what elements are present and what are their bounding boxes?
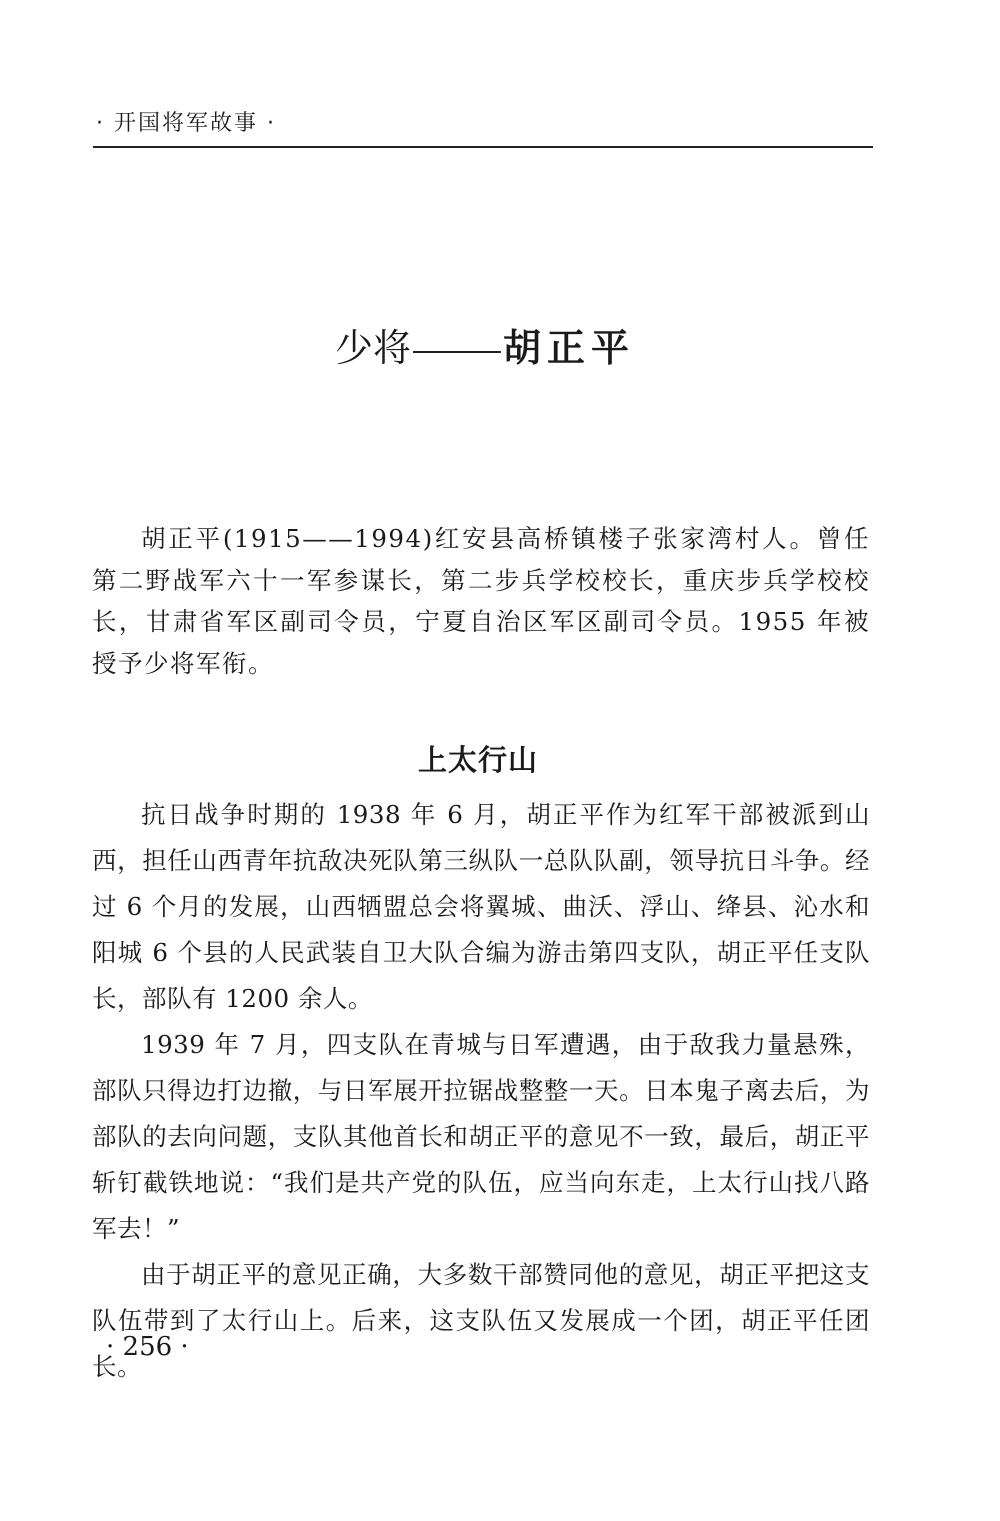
section-heading: 上太行山 bbox=[417, 743, 538, 777]
page-number: · 256 · bbox=[106, 1332, 189, 1362]
chapter-title bbox=[0, 318, 1000, 378]
section-body bbox=[92, 792, 870, 1390]
chapter-title-name: 胡正平 bbox=[503, 326, 636, 370]
body-paragraph: 抗日战争时期的 1938 年 6 月，胡正平作为红军干部被派到山西，担任山西青年抗敌决死队第三纵队一总队队副，领导抗日斗争。经过 6 个月的发展，山西牺盟总会将翼城、曲沃、浮山、绛县、沁水和阳城 6 个县的人民武装自卫大队合编为游击第四支队，胡正平任支队长，部队有 1200 余人。 bbox=[92, 800, 870, 1013]
header-rule bbox=[93, 146, 873, 148]
title-dash bbox=[413, 351, 501, 353]
biography-paragraph: 胡正平(1915——1994)红安县高桥镇楼子张家湾村人。曾任第二野战军六十一军参谋长，第二步兵学校校长，重庆步兵学校校长，甘肃省军区副司令员，宁夏自治区军区副司令员。1955 年被授予少将军衔。 bbox=[92, 524, 870, 678]
body-paragraph: 由于胡正平的意见正确，大多数干部赞同他的意见，胡正平把这支队伍带到了太行山上。后来，这支队伍又发展成一个团，胡正平任团长。 bbox=[92, 1260, 870, 1381]
running-header: · 开国将军故事 · bbox=[96, 111, 276, 136]
chapter-title-rank: 少将 bbox=[334, 326, 411, 370]
body-paragraph: 1939 年 7 月，四支队在青城与日军遭遇，由于敌我力量悬殊，部队只得边打边撤，与日军展开拉锯战整整一天。日本鬼子离去后，为部队的去向问题，支队其他首长和胡正平的意见不一致，最后，胡正平斩钉截铁地说：“我们是共产党的队伍，应当向东走，上太行山找八路军去！” bbox=[92, 1030, 870, 1243]
